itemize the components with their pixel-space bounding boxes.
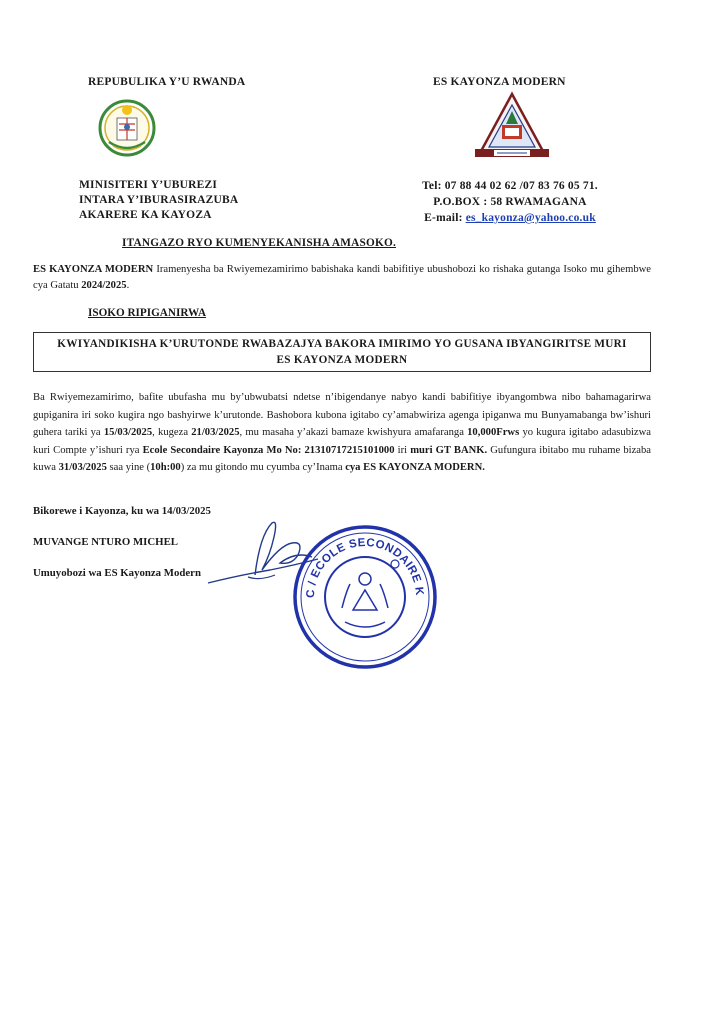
school-email-link[interactable]: es_kayonza@yahoo.co.uk bbox=[465, 212, 596, 224]
country-name: REPUBULIKA Y’U RWANDA bbox=[88, 76, 246, 88]
school-stamp bbox=[290, 522, 440, 672]
district-name: AKARERE KA KAYOZA bbox=[79, 209, 212, 221]
p2-g: saa yine ( bbox=[106, 462, 151, 473]
stamp-text: C / ECOLE SECONDAIRE K bbox=[304, 536, 426, 599]
intro-end: . bbox=[126, 280, 130, 291]
signatory-name: MUVANGE NTURO MICHEL bbox=[33, 536, 178, 548]
notice-title: ITANGAZO RYO KUMENYEKANISHA AMASOKO. bbox=[122, 237, 396, 249]
school-name-header: ES KAYONZA MODERN bbox=[433, 76, 566, 88]
school-email-line bbox=[415, 210, 605, 226]
intro-text: Iramenyesha ba Rwiyemezamirimo babishaka kandi babifitiye ubushobozi ko rishaka gutanga Isoko mu gihembwe cya Gatatu bbox=[33, 264, 651, 291]
intro-year: 2024/2025 bbox=[81, 280, 127, 291]
intro-paragraph bbox=[33, 262, 651, 294]
tender-subject-line2: ES KAYONZA MODERN bbox=[276, 354, 408, 366]
intro-school-name: ES KAYONZA MODERN bbox=[33, 264, 154, 275]
ministry-block bbox=[79, 178, 238, 223]
school-logo-icon bbox=[472, 91, 552, 161]
venue: cya ES KAYONZA MODERN. bbox=[345, 462, 485, 473]
province-name: INTARA Y’IBURASIRAZUBA bbox=[79, 194, 239, 206]
email-label: E-mail: bbox=[424, 212, 463, 224]
bank-name: muri GT BANK. bbox=[410, 444, 488, 456]
fee-amount: 10,000Frws bbox=[467, 427, 520, 438]
opening-time: 10h:00 bbox=[150, 462, 181, 473]
place-date: Bikorewe i Kayonza, ku wa 14/03/2025 bbox=[33, 505, 211, 517]
account-name: Ecole Secondaire Kayonza Mo No: 21310717215101000 bbox=[142, 444, 395, 456]
opening-date: 31/03/2025 bbox=[58, 462, 107, 473]
p2-h: ) za mu gitondo mu cyumba cy’Inama bbox=[180, 462, 346, 473]
signatory-role: Umuyobozi wa ES Kayonza Modern bbox=[33, 567, 201, 579]
section-label: ISOKO RIPIGANIRWA bbox=[88, 307, 207, 319]
ministry-name: MINISITERI Y’UBUREZI bbox=[79, 179, 218, 191]
p2-a: Ba Rwiyemezamirimo, bafite ubufasha mu by’ubwubatsi ndetse n’ibigendanye nabyo kandi babifitiye ibyangombwa nibo bahamagarirwa gupiganira iri soko kugira ngo bashyirwe k’urutonde. Bashobora kubona igitabo cy’amabwiriza agenga ipiganwa mu Bunyamabanga bw’ishuri guhera tariki ya bbox=[33, 392, 651, 438]
school-pobox: P.O.BOX : 58 RWAMAGANA bbox=[433, 196, 587, 208]
p2-d: yo kugura igitabo adasubizwa kuri Compte y’ishuri rya bbox=[33, 427, 651, 456]
p2-c: , mu masaha y’akazi bamaze kwishyura amafaranga bbox=[239, 427, 468, 438]
p2-f: Gufungura ibitabo mu ruhame bizaba kuwa bbox=[33, 444, 651, 473]
tender-subject-line1: KWIYANDIKISHA K’URUTONDE RWABAZAJYA BAKORA IMIRIMO YO GUSANA IBYANGIRITSE MURI bbox=[57, 338, 627, 350]
tender-subject-box bbox=[33, 332, 651, 372]
p2-e: iri bbox=[394, 444, 411, 456]
contact-block bbox=[415, 178, 605, 226]
date-to: 21/03/2025 bbox=[191, 427, 240, 438]
p2-b: , kugeza bbox=[152, 427, 192, 438]
school-telephone: Tel: 07 88 44 02 62 /07 83 76 05 71. bbox=[422, 180, 598, 192]
date-from: 15/03/2025 bbox=[103, 427, 153, 438]
main-paragraph bbox=[33, 389, 651, 477]
coat-of-arms-icon bbox=[97, 96, 157, 160]
